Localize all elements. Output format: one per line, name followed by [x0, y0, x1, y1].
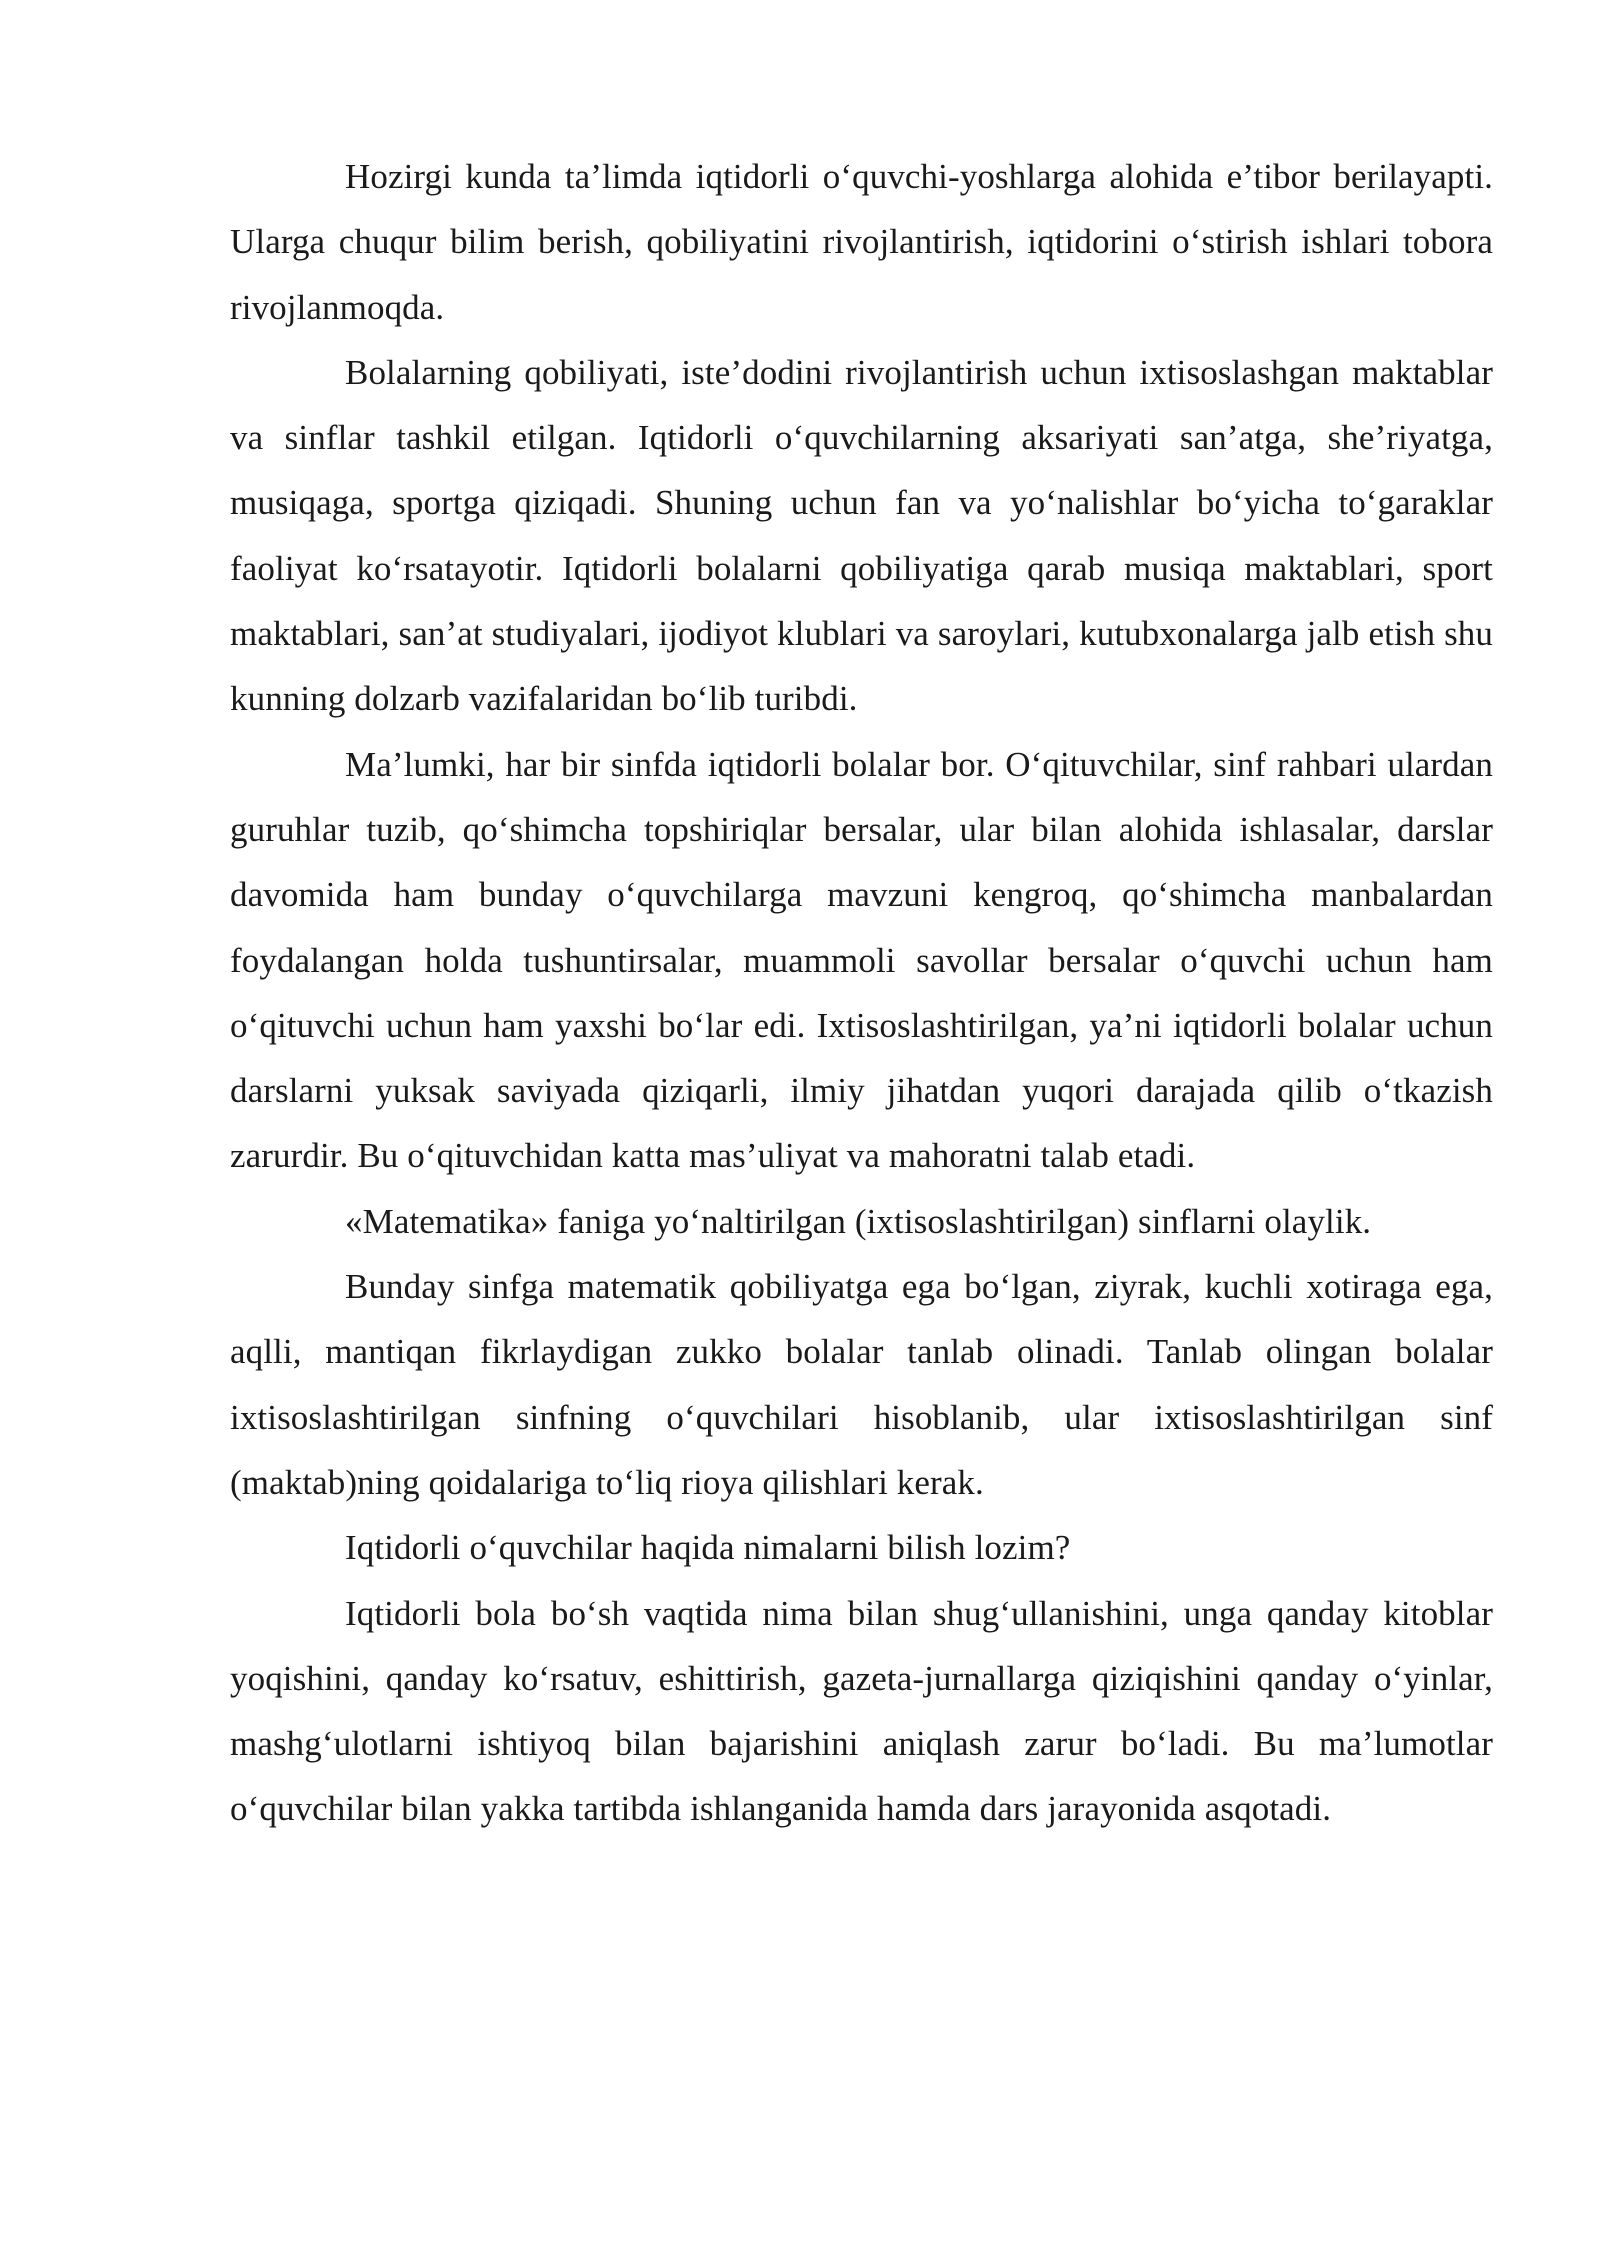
- paragraph-4: «Matematika» faniga yo‘naltirilgan (ixtisoslashtirilgan) sinflarni olaylik.: [345, 1201, 1372, 1241]
- paragraph-6: Iqtidorli o‘quvchilar haqida nimalarni bilish lozim?: [345, 1528, 1071, 1568]
- paragraph-1: Hozirgi kunda ta’limda iqtidorli o‘quvchi-yoshlarga alohida e’tibor berilayapti. Ularga chuqur bilim berish, qobiliyatini rivojlantirish, iqtidorini o‘stirish ishlari tobora rivojlanmoqda.: [230, 157, 1493, 327]
- paragraph-5: Bunday sinfga matematik qobiliyatga ega bo‘lgan, ziyrak, kuchli xotiraga ega, aqlli, mantiqan fikrlaydigan zukko bolalar tanlab olinadi. Tanlab olingan bolalar ixtisoslashtirilgan sinfning o‘quvchilari hisoblanib, ular ixtisoslashtirilgan sinf (maktab)ning qoidalariga to‘liq rioya qilishlari kerak.: [230, 1267, 1493, 1502]
- document-body: [230, 144, 1493, 1842]
- paragraph-2: Bolalarning qobiliyati, iste’dodini rivojlantirish uchun ixtisoslashgan maktablar va sinflar tashkil etilgan. Iqtidorli o‘quvchilarning aksariyati san’atga, she’riyatga, musiqaga, sportga qiziqadi. Shuning uchun fan va yo‘nalishlar bo‘yicha to‘garaklar faoliyat ko‘rsatayotir. Iqtidorli bolalarni qobiliyatiga qarab musiqa maktablari, sport maktablari, san’at studiyalari, ijodiyot klublari va saroylari, kutubxonalarga jalb etish shu kunning dolzarb vazifalaridan bo‘lib turibdi.: [230, 352, 1493, 719]
- paragraph-3: Ma’lumki, har bir sinfda iqtidorli bolalar bor. O‘qituvchilar, sinf rahbari ulardan guruhlar tuzib, qo‘shimcha topshiriqlar bersalar, ular bilan alohida ishlasalar, darslar davomida ham bunday o‘quvchilarga mavzuni kengroq, qo‘shimcha manbalardan foydalangan holda tushuntirsalar, muammoli savollar bersalar o‘quvchi uchun ham o‘qituvchi uchun ham yaxshi bo‘lar edi. Ixtisoslashtirilgan, ya’ni iqtidorli bolalar uchun darslarni yuksak saviyada qiziqarli, ilmiy jihatdan yuqori darajada qilib o‘tkazish zarurdir. Bu o‘qituvchidan katta mas’uliyat va mahoratni talab etadi.: [230, 744, 1493, 1176]
- paragraph-7: Iqtidorli bola bo‘sh vaqtida nima bilan shug‘ullanishini, unga qanday kitoblar yoqishini, qanday ko‘rsatuv, eshittirish, gazeta-jurnallarga qiziqishini qanday o‘yinlar, mashg‘ulotlarni ishtiyoq bilan bajarishini aniqlash zarur bo‘ladi. Bu ma’lumotlar o‘quvchilar bilan yakka tartibda ishlanganida hamda dars jarayonida asqotadi.: [230, 1593, 1493, 1829]
